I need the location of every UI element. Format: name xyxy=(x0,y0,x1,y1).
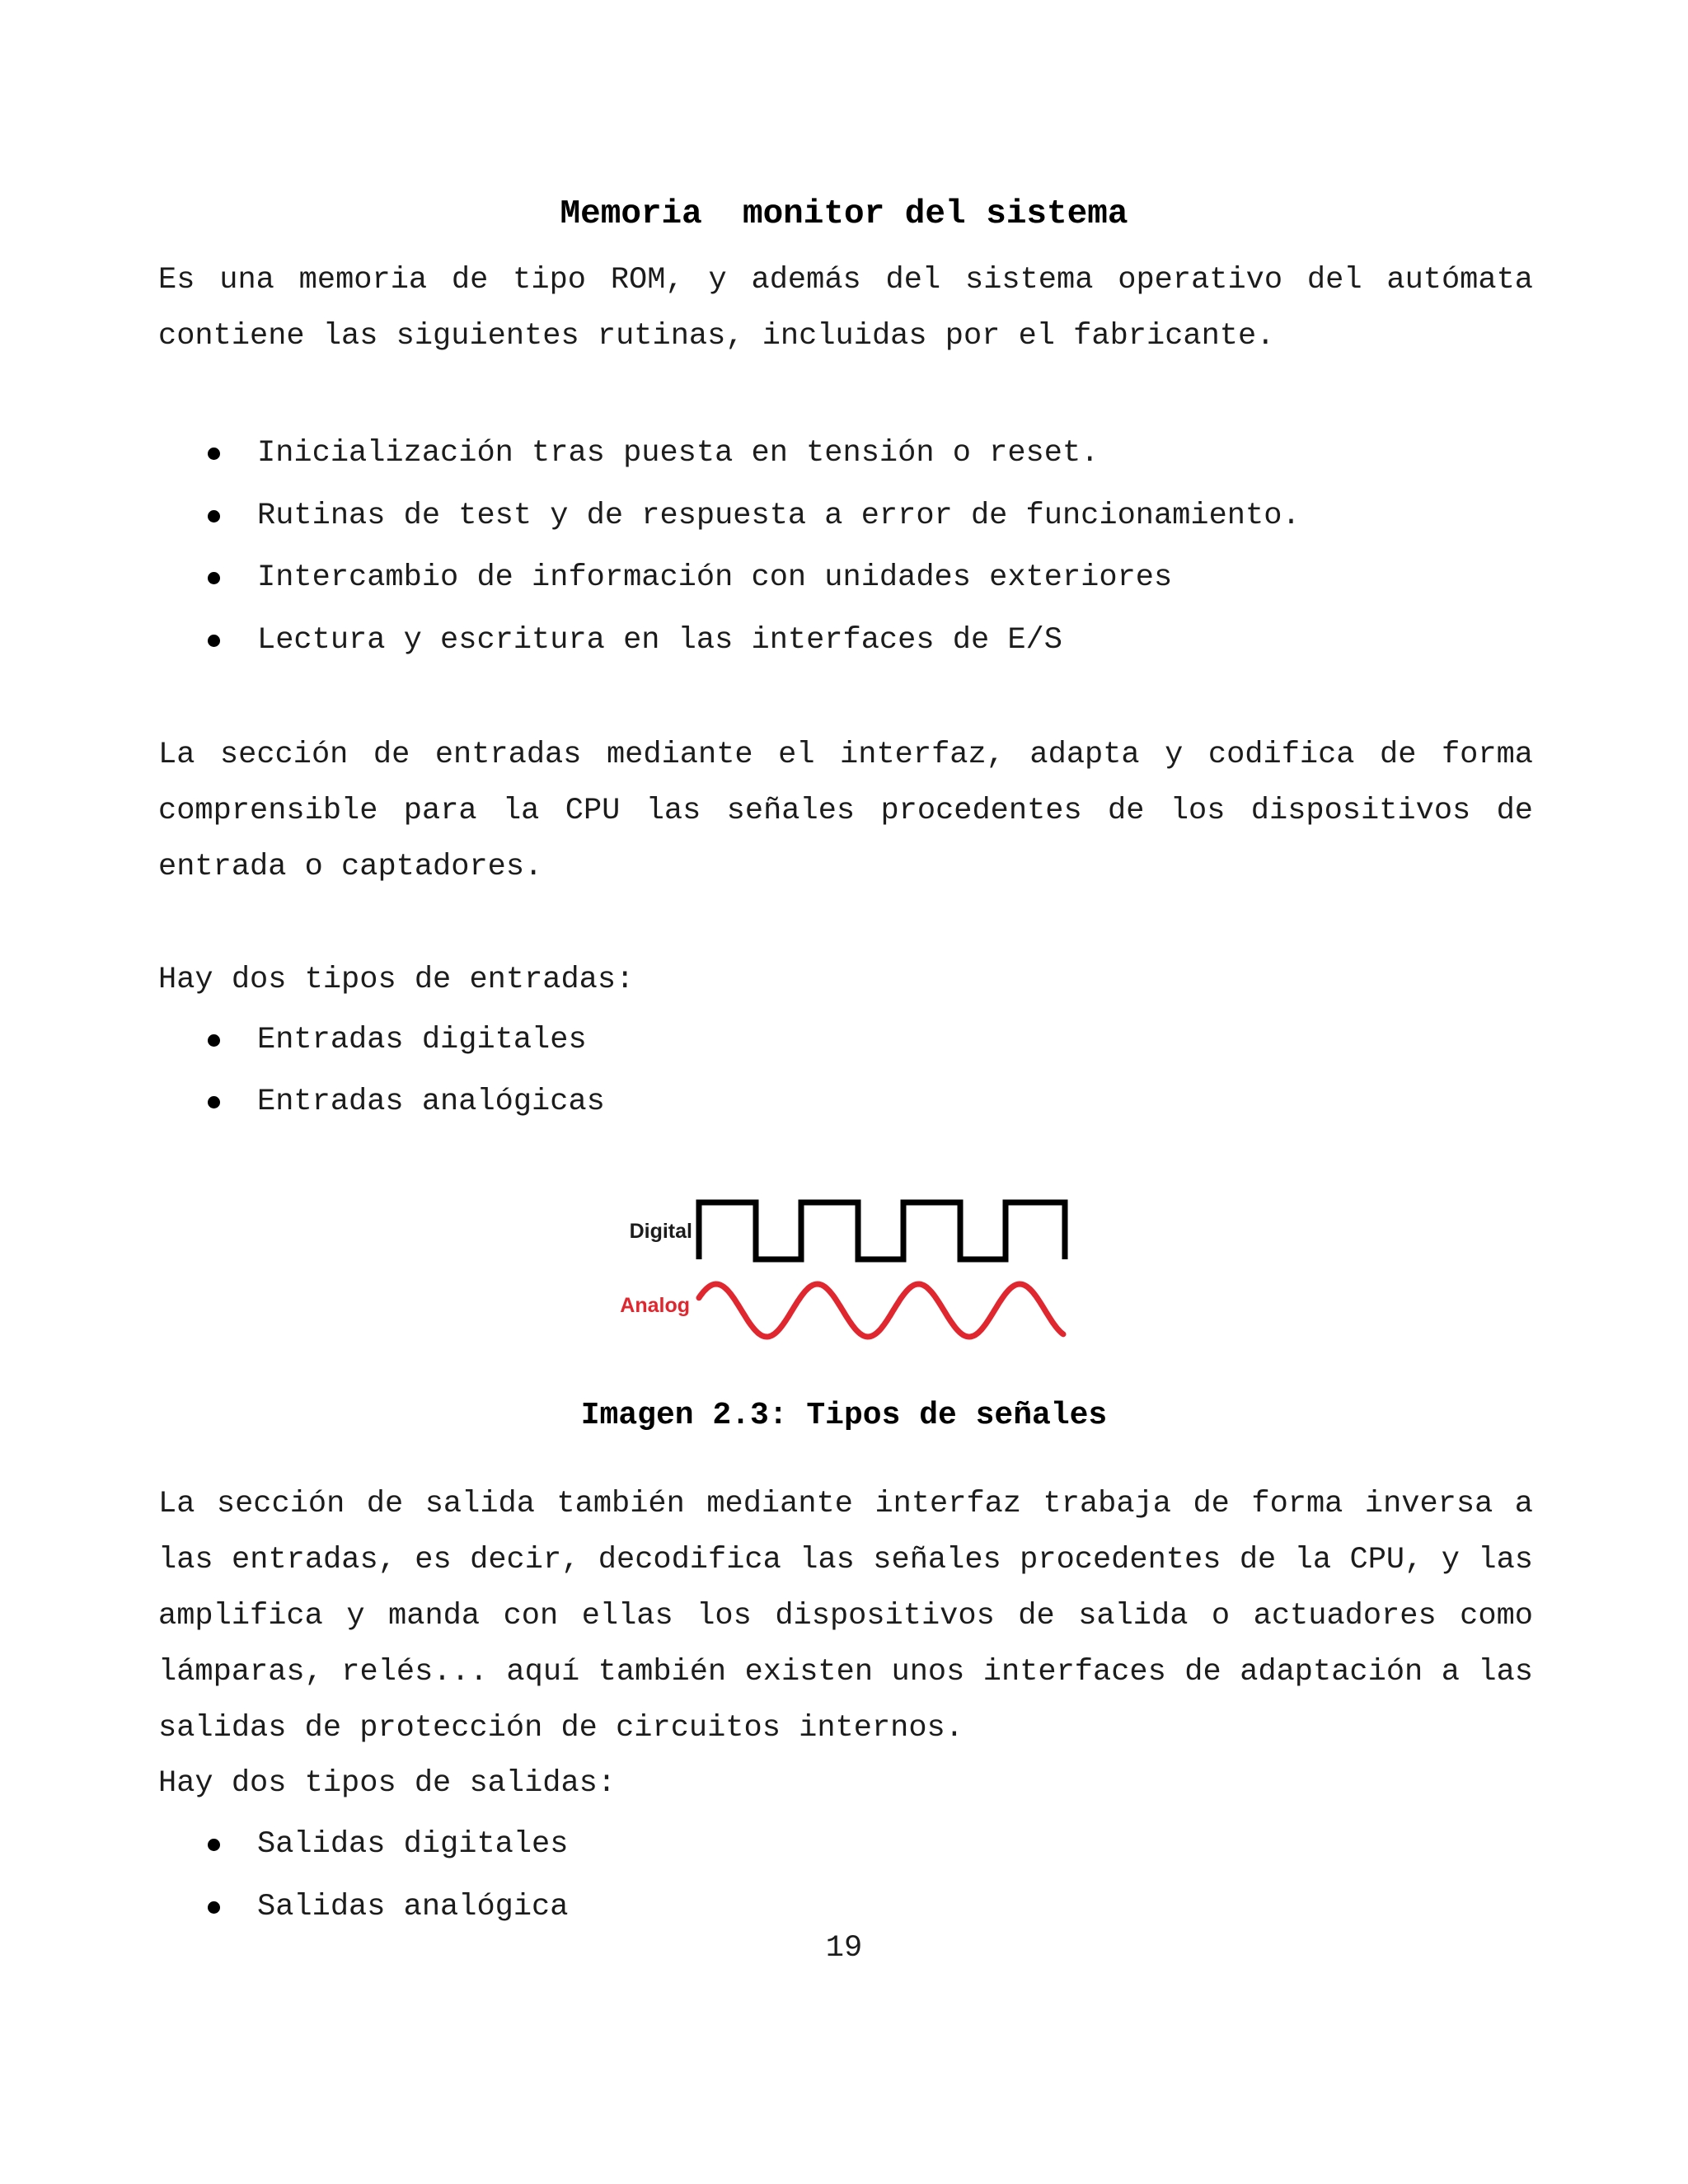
routine-text: Intercambio de información con unidades exteriores xyxy=(257,560,1173,595)
intro-paragraph: Es una memoria de tipo ROM, y además del sistema operativo del autómata contiene las siguientes rutinas, incluidas por el fabricante. xyxy=(158,263,1533,354)
signal-types-figure xyxy=(602,1187,1080,1352)
bullet-icon xyxy=(208,1096,220,1108)
digital-label: Digital xyxy=(629,1220,692,1243)
bullet-icon xyxy=(208,1034,220,1047)
inputs-paragraph: La sección de entradas mediante el interfaz, adapta y codifica de forma comprensible para la CPU las señales procedentes de los dispositivos de entrada o captadores. xyxy=(158,738,1533,884)
bullet-icon xyxy=(208,635,220,647)
outputs-paragraph: La sección de salida también mediante interfaz trabaja de forma inversa a las entradas, es decir, decodifica las señales procedentes de la CPU, y las amplifica y manda con ellas los dispositivos de salida o actuadores como lámparas, relés... aquí también existen unos interfaces de adaptación a las salidas de protección de circuitos internos. xyxy=(158,1487,1533,1746)
input-type-text: Entradas analógicas xyxy=(257,1085,605,1119)
page-number: 19 xyxy=(825,1931,863,1966)
figure-caption: Imagen 2.3: Tipos de señales xyxy=(580,1398,1108,1433)
analog-waveform xyxy=(699,1284,1063,1337)
output-type-text: Salidas analógica xyxy=(257,1890,569,1924)
digital-waveform xyxy=(699,1202,1065,1259)
routine-text: Lectura y escritura en las interfaces de E/S xyxy=(257,623,1062,658)
bullet-icon xyxy=(208,1901,220,1914)
output-type-text: Salidas digitales xyxy=(257,1827,569,1862)
input-type-text: Entradas digitales xyxy=(257,1023,587,1057)
inputs-intro: Hay dos tipos de entradas: xyxy=(158,963,635,997)
bullet-icon xyxy=(208,510,220,523)
analog-label: Analog xyxy=(620,1294,690,1317)
bullet-icon xyxy=(208,572,220,584)
routine-text: Rutinas de test y de respuesta a error de funcionamiento. xyxy=(257,499,1301,533)
bullet-icon xyxy=(208,448,220,460)
section-heading: Memoria monitor del sistema xyxy=(560,195,1128,233)
routine-text: Inicialización tras puesta en tensión o reset. xyxy=(257,436,1100,471)
outputs-intro: Hay dos tipos de salidas: xyxy=(158,1766,617,1801)
bullet-icon xyxy=(208,1839,220,1851)
